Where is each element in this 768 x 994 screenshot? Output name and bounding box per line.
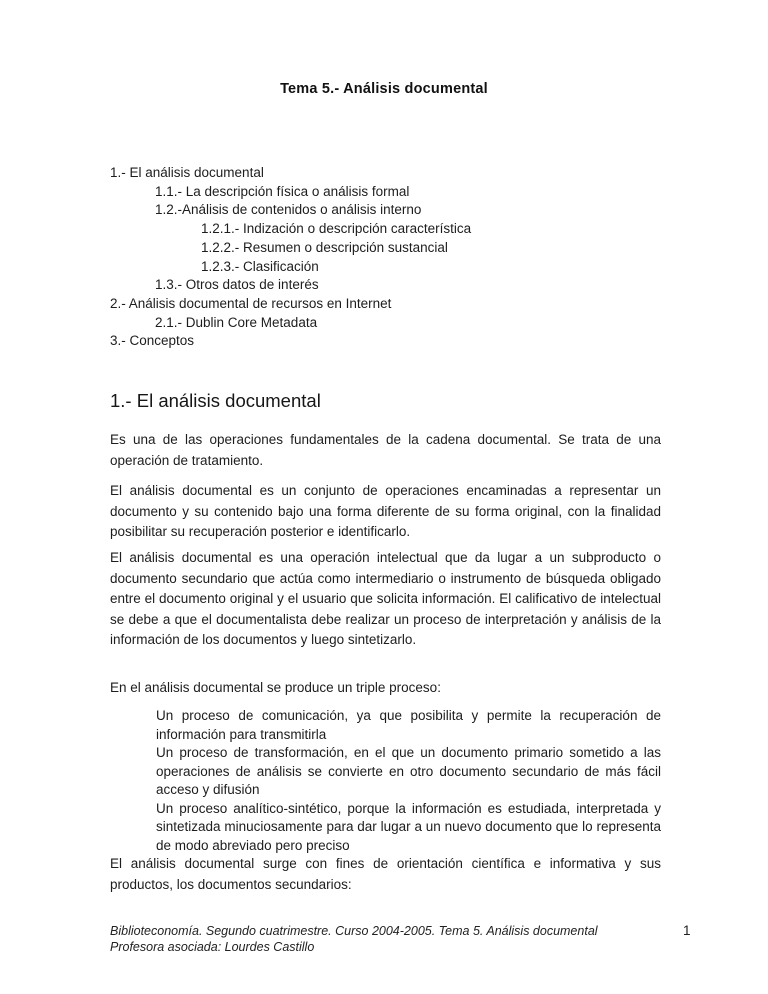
toc-item: 1.1.- La descripción física o análisis formal — [155, 183, 410, 199]
footer-course-line: Biblioteconomía. Segundo cuatrimestre. Curso 2004-2005. Tema 5. Análisis documental — [110, 924, 598, 938]
process-intro: En el análisis documental se produce un triple proceso: — [110, 680, 441, 695]
toc-item: 1.- El análisis documental — [110, 165, 264, 180]
section-heading: 1.- El análisis documental — [110, 390, 321, 411]
footer-professor-line: Profesora asociada: Lourdes Castillo — [110, 940, 315, 954]
toc-item: 2.1.- Dublin Core Metadata — [155, 314, 318, 330]
table-of-contents — [110, 164, 670, 351]
toc-item: 1.2.-Análisis de contenidos o análisis interno — [155, 202, 422, 218]
process-item: Un proceso analítico-sintético, porque la información es estudiada, interpretada y sintetizada minuciosamente para dar lugar a un nuevo documento que lo representa de modo abreviado pero preciso — [156, 800, 661, 853]
paragraph: Es una de las operaciones fundamentales de la cadena documental. Se trata de una operación de tratamiento. — [110, 432, 661, 468]
toc-item: 1.2.3.- Clasificación — [201, 258, 319, 274]
toc-item: 2.- Análisis documental de recursos en Internet — [110, 295, 392, 311]
process-item: Un proceso de comunicación, ya que posibilita y permite la recuperación de información para transmitirla — [156, 708, 661, 742]
closing-paragraph: El análisis documental surge con fines de orientación científica e informativa y sus productos, los documentos secundarios: — [110, 856, 661, 892]
toc-item: 3.- Conceptos — [110, 333, 195, 349]
paragraph: El análisis documental es un conjunto de operaciones encaminadas a representar un documento y su contenido bajo una forma diferente de su forma original, con la finalidad posibilitar su recuperación posterior e identificarlo. — [110, 483, 661, 539]
footer — [110, 923, 655, 955]
page-number: 1 — [683, 923, 691, 938]
process-item: Un proceso de transformación, en el que un documento primario sometido a las operaciones de análisis se convierte en otro documento secundario de más fácil acceso y difusión — [156, 745, 661, 797]
process-list — [156, 707, 661, 855]
toc-item: 1.3.- Otros datos de interés — [155, 277, 319, 293]
paragraph: El análisis documental es una operación intelectual que da lugar a un subproducto o documento secundario que actúa como intermediario o instrumento de búsqueda obligado entre el documento original y el usuario que solicita información. El calificativo de intelectual se debe a que el documentalista debe realizar un proceso de interpretación y análisis de la información de los documentos y luego sintetizarlo. — [110, 550, 661, 647]
toc-item: 1.2.1.- Indización o descripción característica — [201, 221, 472, 237]
document-title: Tema 5.- Análisis documental — [280, 81, 488, 97]
toc-item: 1.2.2.- Resumen o descripción sustancial — [201, 239, 448, 255]
